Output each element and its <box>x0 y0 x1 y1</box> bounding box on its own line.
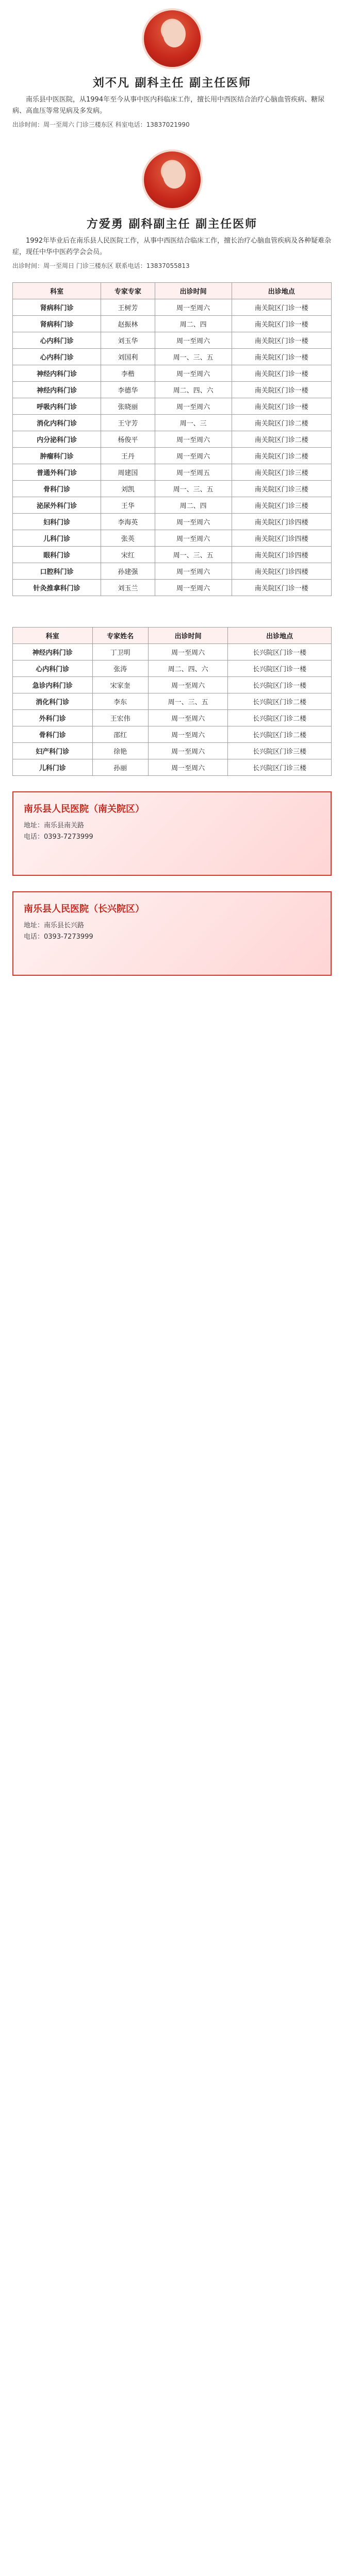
place-cell: 南关院区门诊二楼 <box>232 431 331 448</box>
time-cell: 周一至周六 <box>155 514 232 530</box>
time-cell: 周一、三、五 <box>148 693 228 710</box>
banner-address: 地址：南乐县南关路 <box>24 822 85 829</box>
table-header: 出诊地点 <box>228 628 332 644</box>
place-cell: 南关院区门诊四楼 <box>232 514 331 530</box>
doctor-name-cell: 邵红 <box>92 726 148 743</box>
dept-cell: 肾病科门诊 <box>13 299 101 316</box>
doctor-name-cell: 孙丽 <box>92 759 148 776</box>
dept-cell: 肾病科门诊 <box>13 316 101 332</box>
table-row <box>13 743 332 759</box>
place-cell: 长兴院区门诊二楼 <box>228 710 332 726</box>
time-cell: 周一至周六 <box>148 743 228 759</box>
doctor-name-cell: 宋红 <box>101 547 155 563</box>
doctor-title: 刘不凡 副科主任 副主任医师 <box>92 77 252 90</box>
time-cell: 周一至周六 <box>148 644 228 660</box>
table-row <box>13 398 332 415</box>
dept-cell: 妇产科门诊 <box>13 743 93 759</box>
doctor-name-cell: 张晓丽 <box>101 398 155 415</box>
dept-cell: 急诊内科门诊 <box>13 677 93 693</box>
dept-cell: 肿瘤科门诊 <box>13 448 101 464</box>
place-cell: 南关院区门诊三楼 <box>232 497 331 514</box>
time-cell: 周一至周六 <box>148 710 228 726</box>
doctor-portrait <box>142 8 203 69</box>
banner-info <box>24 920 93 943</box>
doctor-name-cell: 李东 <box>92 693 148 710</box>
table-row <box>13 365 332 382</box>
time-cell: 周一、三、五 <box>155 481 232 497</box>
place-cell: 南关院区门诊二楼 <box>232 448 331 464</box>
time-cell: 周二、四 <box>155 497 232 514</box>
time-cell: 周二、四、六 <box>148 660 228 677</box>
time-cell: 周一至周六 <box>148 726 228 743</box>
hospital-banner-2 <box>12 891 332 976</box>
place-cell: 长兴院区门诊三楼 <box>228 743 332 759</box>
doctor-name-cell: 刘玉华 <box>101 332 155 349</box>
doctor-name-cell: 刘玉兰 <box>101 580 155 596</box>
table-header: 科室 <box>13 628 93 644</box>
time-cell: 周一至周六 <box>155 530 232 547</box>
banner-title: 南乐县人民医院（南关院区） <box>24 804 144 815</box>
place-cell: 长兴院区门诊三楼 <box>228 759 332 776</box>
time-cell: 周一至周六 <box>155 580 232 596</box>
doctor-contact: 出诊时间：周一至周日 门诊三楼东区 联系电话：13837055813 <box>12 262 190 269</box>
dept-cell: 骨科门诊 <box>13 481 101 497</box>
doctor-contact: 出诊时间：周一至周六 门诊三楼东区 科室电话：13837021990 <box>12 121 190 128</box>
doctor-name-cell: 王丹 <box>101 448 155 464</box>
dept-cell: 眼科门诊 <box>13 547 101 563</box>
doctor-profile-2 <box>0 141 344 270</box>
doctor-name-cell: 王守芳 <box>101 415 155 431</box>
dept-cell: 普通外科门诊 <box>13 464 101 481</box>
time-cell: 周一至周六 <box>155 299 232 316</box>
doctor-name-cell: 徐艳 <box>92 743 148 759</box>
place-cell: 南关院区门诊四楼 <box>232 563 331 580</box>
time-cell: 周二、四 <box>155 316 232 332</box>
doctor-name-cell: 丁卫明 <box>92 644 148 660</box>
doctor-name-cell: 刘国利 <box>101 349 155 365</box>
table-row <box>13 497 332 514</box>
time-cell: 周一至周六 <box>155 448 232 464</box>
table-row <box>13 448 332 464</box>
place-cell: 南关院区门诊四楼 <box>232 530 331 547</box>
place-cell: 长兴院区门诊一楼 <box>228 644 332 660</box>
place-cell: 南关院区门诊一楼 <box>232 316 331 332</box>
doctor-name-cell: 王树芳 <box>101 299 155 316</box>
schedule-table-2 <box>12 627 332 776</box>
place-cell: 长兴院区门诊二楼 <box>228 726 332 743</box>
time-cell: 周一、三、五 <box>155 547 232 563</box>
dept-cell: 心内科门诊 <box>13 332 101 349</box>
table-row <box>13 580 332 596</box>
table-row <box>13 530 332 547</box>
time-cell: 周一至周六 <box>155 398 232 415</box>
table-header: 出诊地点 <box>232 283 331 299</box>
table-row <box>13 481 332 497</box>
place-cell: 长兴院区门诊一楼 <box>228 677 332 693</box>
table-row <box>13 644 332 660</box>
dept-cell: 心内科门诊 <box>13 660 93 677</box>
doctor-name-cell: 赵振林 <box>101 316 155 332</box>
schedule-table-1 <box>12 282 332 596</box>
dept-cell: 妇科门诊 <box>13 514 101 530</box>
place-cell: 南关院区门诊一楼 <box>232 299 331 316</box>
table-row <box>13 382 332 398</box>
table-row <box>13 514 332 530</box>
dept-cell: 心内科门诊 <box>13 349 101 365</box>
doctor-name-cell: 张英 <box>101 530 155 547</box>
doctor-name-cell: 李海英 <box>101 514 155 530</box>
place-cell: 南关院区门诊一楼 <box>232 398 331 415</box>
banner-phone: 电话：0393-7273999 <box>24 833 93 841</box>
time-cell: 周一至周六 <box>155 332 232 349</box>
doctor-name-cell: 李楷 <box>101 365 155 382</box>
time-cell: 周一、三、五 <box>155 349 232 365</box>
place-cell: 南关院区门诊一楼 <box>232 349 331 365</box>
doctor-name-cell: 宋家奎 <box>92 677 148 693</box>
table-row <box>13 693 332 710</box>
place-cell: 南关院区门诊三楼 <box>232 481 331 497</box>
table-row <box>13 726 332 743</box>
place-cell: 南关院区门诊一楼 <box>232 332 331 349</box>
table-row <box>13 299 332 316</box>
time-cell: 周一至周六 <box>155 563 232 580</box>
dept-cell: 骨科门诊 <box>13 726 93 743</box>
doctor-profile-1 <box>0 0 344 129</box>
banner-address: 地址：南乐县长兴路 <box>24 922 85 929</box>
table-row <box>13 563 332 580</box>
time-cell: 周一至周六 <box>155 431 232 448</box>
doctor-name-cell: 李德华 <box>101 382 155 398</box>
banner-title: 南乐县人民医院（长兴院区） <box>24 904 144 914</box>
dept-cell: 神经内科门诊 <box>13 365 101 382</box>
table-row <box>13 349 332 365</box>
doctor-name-cell: 王宏伟 <box>92 710 148 726</box>
doctor-name-cell: 王华 <box>101 497 155 514</box>
dept-cell: 口腔科门诊 <box>13 563 101 580</box>
table-row <box>13 547 332 563</box>
table-header: 出诊时间 <box>155 283 232 299</box>
table-row <box>13 332 332 349</box>
table-row <box>13 710 332 726</box>
table-header: 专家姓名 <box>92 628 148 644</box>
time-cell: 周一至周六 <box>155 365 232 382</box>
hospital-banner-1 <box>12 791 332 876</box>
time-cell: 周一至周六 <box>148 677 228 693</box>
place-cell: 南关院区门诊三楼 <box>232 464 331 481</box>
doctor-intro: 南乐县中医医院，从1994年至今从事中医内科临床工作，擅长用中西医结合治疗心脑血管疾病、糖尿病、高血压等常见病及多发病。 <box>12 96 325 115</box>
table-row <box>13 316 332 332</box>
place-cell: 长兴院区门诊一楼 <box>228 660 332 677</box>
doctor-intro: 1992年毕业后在南乐县人民医院工作，从事中西医结合临床工作，擅长治疗心脑血管疾病及各种疑难杂症，现任中华中医药学会会员。 <box>12 237 332 256</box>
dept-cell: 儿科门诊 <box>13 530 101 547</box>
place-cell: 南关院区门诊一楼 <box>232 382 331 398</box>
dept-cell: 内分泌科门诊 <box>13 431 101 448</box>
time-cell: 周一至周五 <box>155 464 232 481</box>
doctor-name-cell: 张涛 <box>92 660 148 677</box>
doctor-name-cell: 刘凯 <box>101 481 155 497</box>
doctor-portrait <box>142 149 203 210</box>
table-row <box>13 660 332 677</box>
place-cell: 南关院区门诊四楼 <box>232 547 331 563</box>
table-row <box>13 677 332 693</box>
dept-cell: 外科门诊 <box>13 710 93 726</box>
table-row <box>13 759 332 776</box>
table-row <box>13 415 332 431</box>
table-row <box>13 464 332 481</box>
dept-cell: 消化内科门诊 <box>13 415 101 431</box>
table-header: 出诊时间 <box>148 628 228 644</box>
doctor-name-cell: 孙建强 <box>101 563 155 580</box>
dept-cell: 神经内科门诊 <box>13 382 101 398</box>
table-row <box>13 431 332 448</box>
dept-cell: 泌尿外科门诊 <box>13 497 101 514</box>
table-header: 专家专家 <box>101 283 155 299</box>
place-cell: 南关院区门诊一楼 <box>232 580 331 596</box>
doctor-title: 方爱勇 副科副主任 副主任医师 <box>86 218 258 231</box>
doctor-name-cell: 杨俊平 <box>101 431 155 448</box>
doctor-name-cell: 周建国 <box>101 464 155 481</box>
time-cell: 周一至周六 <box>148 759 228 776</box>
place-cell: 南关院区门诊一楼 <box>232 365 331 382</box>
place-cell: 南关院区门诊二楼 <box>232 415 331 431</box>
dept-cell: 消化科门诊 <box>13 693 93 710</box>
dept-cell: 儿科门诊 <box>13 759 93 776</box>
dept-cell: 神经内科门诊 <box>13 644 93 660</box>
time-cell: 周一、三 <box>155 415 232 431</box>
place-cell: 长兴院区门诊二楼 <box>228 693 332 710</box>
time-cell: 周二、四、六 <box>155 382 232 398</box>
dept-cell: 呼吸内科门诊 <box>13 398 101 415</box>
banner-phone: 电话：0393-7273999 <box>24 933 93 941</box>
dept-cell: 针灸推拿科门诊 <box>13 580 101 596</box>
banner-info <box>24 820 93 843</box>
table-header: 科室 <box>13 283 101 299</box>
